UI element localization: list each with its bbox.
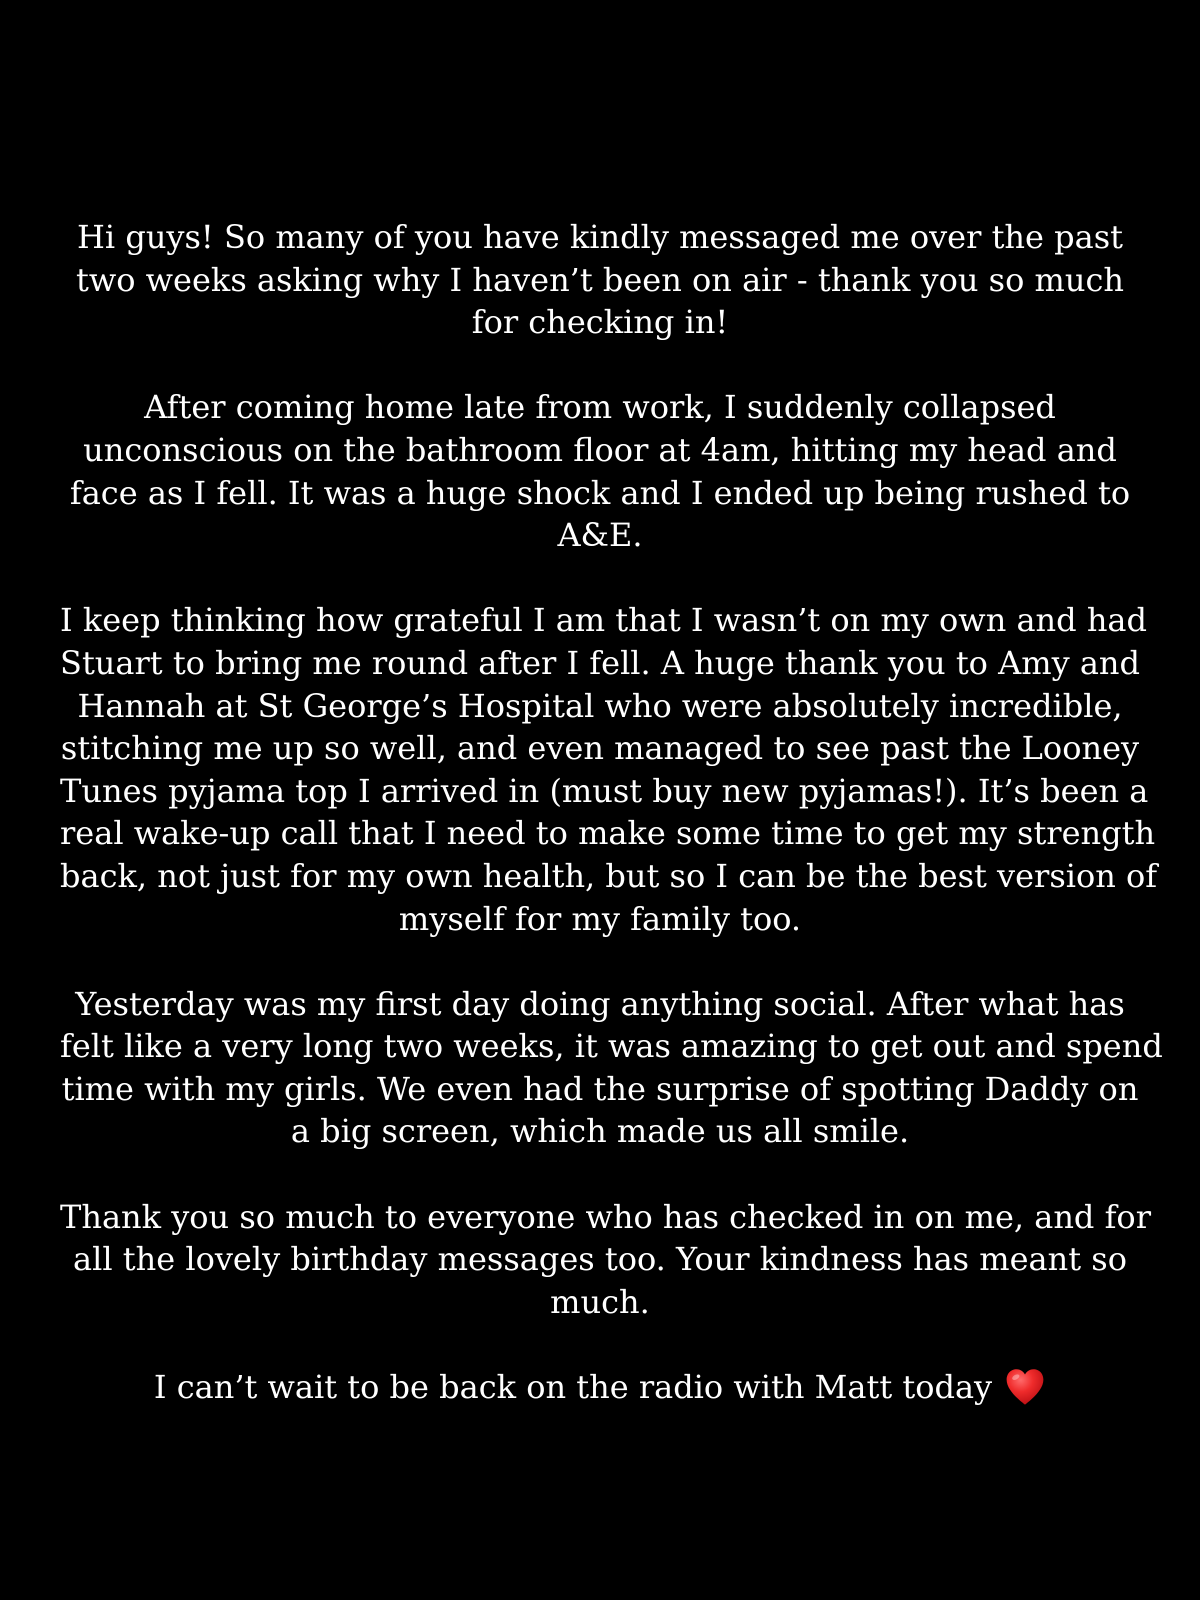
paragraph-yesterday [60, 983, 1163, 1153]
text-line: back, not just for my own health, but so I can be the best version of [60, 856, 1158, 895]
paragraph-gap [60, 1153, 1140, 1196]
text-line: Stuart to bring me round after I fell. A huge thank you to Amy and [60, 643, 1140, 682]
paragraph-gap [60, 1323, 1140, 1366]
text-line: much. [550, 1282, 650, 1321]
text-line: Thank you so much to everyone who has checked in on me, and for [60, 1197, 1151, 1236]
text-line: a big screen, which made us all smile. [290, 1112, 910, 1151]
text-line: myself for my family too. [398, 899, 802, 938]
text-line: felt like a very long two weeks, it was amazing to get out and spend [60, 1027, 1163, 1066]
closing-line [60, 1366, 1140, 1409]
paragraph-gap [60, 557, 1140, 600]
text-line: time with my girls. We even had the surprise of spotting Daddy on [61, 1069, 1139, 1108]
text-line: Yesterday was my first day doing anything social. After what has [75, 984, 1125, 1023]
text-line: Hannah at St George’s Hospital who were absolutely incredible, [77, 686, 1123, 725]
paragraph-closing [60, 1366, 1140, 1409]
text-line: all the lovely birthday messages too. Your kindness has meant so [73, 1240, 1127, 1279]
text-line: A&E. [557, 516, 643, 555]
text-line: face as I fell. It was a huge shock and I ended up being rushed to [69, 473, 1131, 512]
text-line: stitching me up so well, and even managed to see past the Looney [60, 729, 1140, 768]
story-text [60, 216, 1163, 1409]
paragraph-gap [60, 940, 1140, 983]
paragraph-thanks [60, 1196, 1151, 1324]
paragraph-gratitude [60, 599, 1158, 940]
text-line: real wake-up call that I need to make some time to get my strength [60, 814, 1156, 853]
text-line: for checking in! [471, 303, 729, 342]
text-line: Hi guys! So many of you have kindly messaged me over the past [77, 218, 1123, 256]
text-line: After coming home late from work, I suddenly collapsed [144, 388, 1056, 427]
paragraph-collapse [60, 386, 1140, 556]
text-line: two weeks asking why I haven’t been on air - thank you so much [75, 260, 1125, 299]
text-line: unconscious on the bathroom floor at 4am, hitting my head and [83, 430, 1117, 469]
closing-text: I can’t wait to be back on the radio with Matt today [153, 1368, 993, 1407]
text-line: Tunes pyjama top I arrived in (must buy new pyjamas!). It’s been a [60, 771, 1149, 810]
red-heart-icon [1004, 1366, 1046, 1408]
paragraph-greeting [60, 216, 1140, 344]
text-line: I keep thinking how grateful I am that I wasn’t on my own and had [60, 601, 1147, 640]
paragraph-gap [60, 344, 1140, 387]
